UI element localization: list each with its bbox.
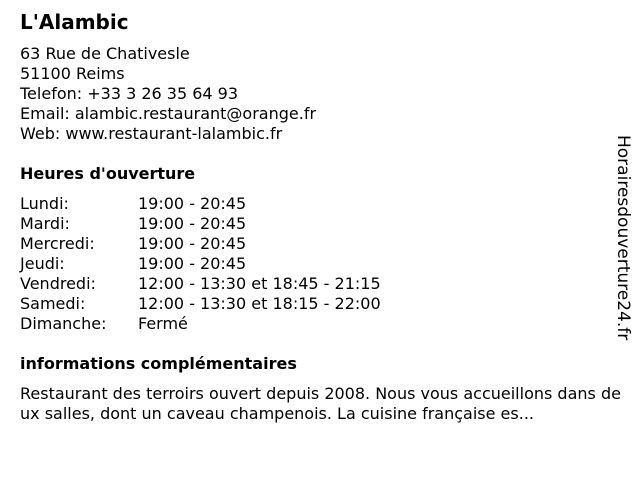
opening-hours-heading: Heures d'ouverture [20,164,196,183]
address-street: 63 Rue de Chativesle [20,44,190,63]
email-address: Email: alambic.restaurant@orange.fr [20,104,317,123]
contact-block [20,44,316,144]
hours-row-tuesday [20,214,381,234]
restaurant-description: Restaurant des terroirs ouvert depuis 2008. Nous vous accueillons dans deux salles, dont un caveau champenois. La cuisine française es... [20,384,621,423]
hours-day: Dimanche: [20,314,107,333]
address-city: 51100 Reims [20,64,125,83]
hours-time: 19:00 - 20:45 [138,234,247,253]
website-address: Web: www.restaurant-lalambic.fr [20,124,283,143]
hours-row-saturday [20,294,381,314]
phone-number: Telefon: +33 3 26 35 64 93 [20,84,239,103]
hours-row-friday [20,274,381,294]
site-watermark: Horairesdouverture24.fr [613,135,633,341]
hours-day: Samedi: [20,294,86,313]
hours-time: Fermé [138,314,188,333]
hours-time: 12:00 - 13:30 et 18:45 - 21:15 [138,274,381,293]
hours-time: 19:00 - 20:45 [138,214,247,233]
hours-time: 12:00 - 13:30 et 18:15 - 22:00 [138,294,381,313]
hours-day: Jeudi: [20,254,65,273]
hours-time: 19:00 - 20:45 [138,254,247,273]
hours-day: Mardi: [20,214,70,233]
additional-info-heading: informations complémentaires [20,354,297,373]
hours-row-sunday [20,314,381,334]
hours-row-wednesday [20,234,381,254]
hours-day: Vendredi: [20,274,96,293]
opening-hours-table [20,194,381,334]
restaurant-name: L'Alambic [20,10,129,34]
hours-day: Lundi: [20,194,69,213]
hours-day: Mercredi: [20,234,95,253]
hours-row-thursday [20,254,381,274]
hours-row-monday [20,194,381,214]
hours-time: 19:00 - 20:45 [138,194,247,213]
